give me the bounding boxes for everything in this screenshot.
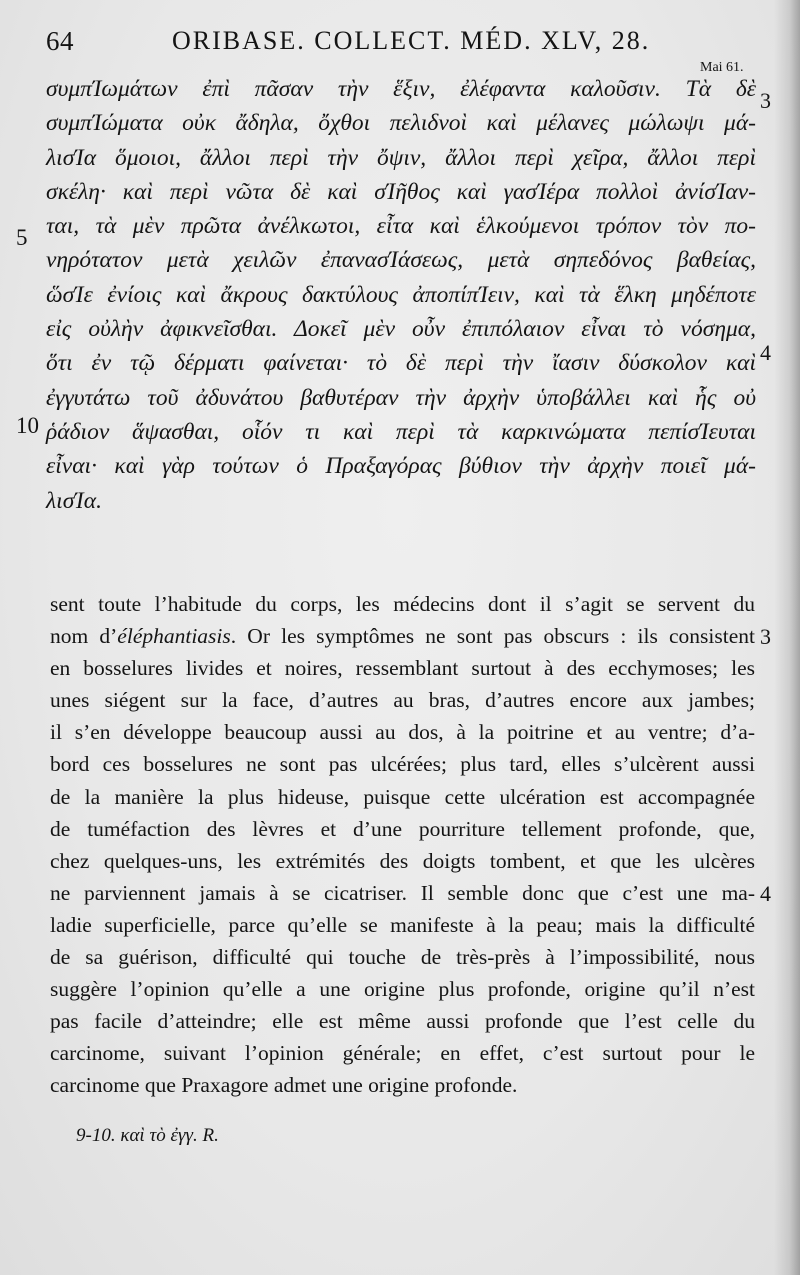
page-header — [0, 22, 800, 75]
greek-text-block — [46, 72, 756, 518]
greek-line: νηρότατον μετὰ χειλῶν ἐπανασΊάσεως, μετὰ σηπεδόνος βαθείας, — [46, 247, 756, 274]
greek-line: ται, τὰ μὲν πρῶτα ἀνέλκωτοι, εἶτα καὶ ἑλκούμενοι τρόπον τὸν πο- — [46, 213, 756, 240]
french-text: nom d’ — [50, 624, 118, 649]
french-line: chez quelques-uns, les extrémités des doigts tombent, et que les ulcères — [50, 848, 755, 873]
greek-line: συμπΊωμάτων ἐπὶ πᾶσαν τὴν ἕξιν, ἐλέφαντα καλοῦσιν. Τὰ δὲ — [46, 76, 756, 102]
margin-section-mark: 3 — [760, 88, 771, 113]
french-line: il s’en développe beaucoup aussi au dos, à la poitrine et au ventre; d’a- — [50, 720, 755, 745]
line-number: 5 — [16, 225, 28, 250]
french-line: carcinome, suivant l’opinion générale; en effet, c’est surtout pour le — [50, 1041, 755, 1066]
french-line: ne parviennent jamais à se cicatriser. Il semble donc que c’est une ma- — [50, 880, 755, 905]
edition-reference: Mai 61. — [700, 60, 744, 75]
french-line: de tuméfaction des lèvres et d’une pourriture tellement profonde, que, — [50, 816, 755, 841]
greek-line: εἰς οὐλὴν ἀφικνεῖσθαι. Δοκεῖ μὲν οὖν ἐπιπόλαιον εἶναι τὸ νόσημα, — [46, 316, 756, 343]
french-text: . Or les symptômes ne sont pas obscurs : ils consistent — [230, 624, 755, 649]
running-title: ORIBASE. COLLECT. MÉD. XLV, 28. — [172, 26, 651, 55]
french-line: de la manière la plus hideuse, puisque cette ulcération est accompagnée — [50, 784, 755, 809]
greek-line: σκέλη· καὶ περὶ νῶτα δὲ καὶ σΊῆθος καὶ γασΊέρα πολλοὶ ἀνίσΊαν- — [46, 178, 756, 205]
french-line: unes siégent sur la face, d’autres au bras, d’autres encore aux jambes; — [50, 688, 755, 713]
margin-section-mark: 4 — [760, 881, 771, 906]
page-edge-shadow — [774, 0, 800, 1275]
greek-line: ὥσΊε ἐνίοις καὶ ἄκρους δακτύλους ἀποπίπΊειν, καὶ τὰ ἕλκη μηδέποτε — [46, 281, 756, 308]
french-line: pas facile d’atteindre; elle est même aussi profonde que l’est celle du — [50, 1009, 755, 1034]
french-line: en bosselures livides et noires, ressemblant surtout à des ecchymoses; les — [50, 656, 755, 681]
greek-line: ἐγγυτάτω τοῦ ἀδυνάτου βαθυτέραν τὴν ἀρχὴν ὑποβάλλει καὶ ἧς οὐ — [46, 384, 756, 411]
french-line: carcinome que Praxagore admet une origine profonde. — [50, 1073, 518, 1098]
french-line: suggère l’opinion qu’elle a une origine plus profonde, origine qu’il n’est — [50, 977, 755, 1002]
margin-section-mark: 4 — [760, 340, 771, 365]
footnote: 9-10. καὶ τὸ ἐγγ. R. — [76, 1125, 219, 1146]
margin-section-mark: 3 — [760, 624, 771, 649]
greek-line: ὅτι ἐν τῷ δέρματι φαίνεται· τὸ δὲ περὶ τὴν ἴασιν δύσκολον καὶ — [46, 350, 756, 377]
greek-line: συμπΊώματα οὐκ ἄδηλα, ὄχθοι πελιδνοὶ καὶ μέλανες μώλωψι μά- — [46, 110, 756, 137]
french-line — [50, 620, 755, 652]
line-number: 10 — [16, 413, 39, 438]
greek-line: ῥάδιον ἅψασθαι, οἷόν τι καὶ περὶ τὰ καρκινώματα πεπίσΊευται — [46, 418, 756, 445]
page-number: 64 — [46, 26, 74, 56]
french-line: bord ces bosselures ne sont pas ulcérées; plus tard, elles s’ulcèrent aussi — [50, 752, 755, 777]
french-line: ladie superficielle, parce qu’elle se manifeste à la peau; mais la difficulté — [50, 912, 755, 937]
greek-line: λισΊα. — [46, 487, 102, 514]
french-translation-block — [50, 588, 755, 1102]
french-line: sent toute l’habitude du corps, les médecins dont il s’agit se servent du — [50, 592, 755, 616]
greek-line: λισΊα ὅμοιοι, ἄλλοι περὶ τὴν ὄψιν, ἄλλοι περὶ χεῖρα, ἄλλοι περὶ — [46, 144, 756, 171]
greek-line: εἶναι· καὶ γὰρ τούτων ὁ Πραξαγόρας βύθιον τὴν ἀρχὴν ποιεῖ μά- — [46, 453, 756, 480]
italic-term: éléphantiasis — [117, 624, 231, 649]
french-line: de sa guérison, difficulté qui touche de très-près à l’impossibilité, nous — [50, 945, 755, 970]
